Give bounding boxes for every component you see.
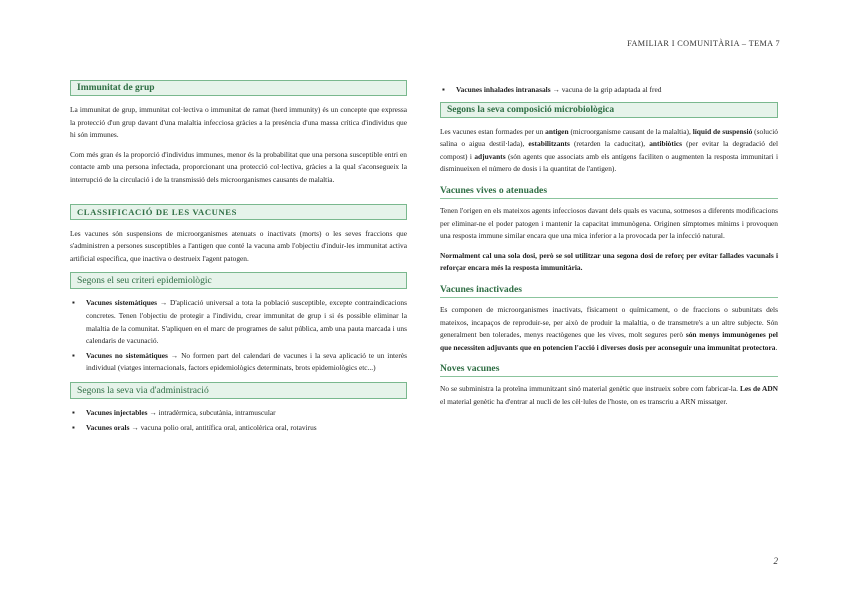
list-item-text: vacuna de la grip adaptada al fred	[561, 85, 662, 94]
subhead-inactivades: Vacunes inactivades	[440, 284, 778, 298]
list-item-term: Vacunes sistemàtiques	[86, 298, 158, 308]
text-run: (solució salina o aigua destil·lada),	[440, 126, 778, 149]
text-run: el material genètic ha d'entrar al nucli de les cèl·lules de l'hoste, on es transcriu a ARN missatger.	[440, 396, 728, 406]
list-item	[86, 422, 407, 435]
list-item-text: vacuna polio oral, antitífica oral, anticolèrica oral, rotavirus	[140, 422, 317, 432]
page-number: 2	[773, 556, 778, 566]
text-run: (són agents que associats amb els antígens faciliten o augmenten la resposta immunitari i disminueixen el número de dosis i la quantitat de l'antigen).	[440, 151, 778, 174]
text-run: (microorganisme causant de la malaltia),	[568, 126, 693, 136]
inactivades-paragraph	[440, 304, 778, 354]
classificacio-paragraph: Les vacunes són suspensions de microorganismes atenuats o inactivats (morts) o les seves fraccions que s'administren a persones susceptibles a l'antigen que conté la vacuna amb l'objectiu d'induir-les immunitat activa artificial específica, que inactiva o destrueix l'agent patogen.	[70, 228, 407, 263]
list-item-text: D'aplicació universal a tota la població susceptible, excepte contraindicacions concretes. Tenen l'objectiu de protegir a l'individu, crear immunitat de grup i si és possible eliminar la malaltia de la comunitat. S'apliquen en el marc de programes de salut pública, amb una pauta marcada i uns calendaris de vacunació.	[86, 298, 407, 346]
section-via-title: Segons la seva via d'administració	[70, 382, 407, 399]
term-estabilitzants: estabilitzants	[528, 139, 570, 149]
subhead-vives: Vacunes vives o atenuades	[440, 185, 778, 199]
subhead-noves: Noves vacunes	[440, 363, 778, 377]
list-item-text: No formen part del calendari de vacunes i la seva aplicació te un interès individual (viatges internacionals, factors epidemiològics determinats, brots epidemiològics etc...)	[86, 350, 407, 373]
list-item-term: Vacunes orals	[86, 422, 130, 432]
composicio-paragraph	[440, 126, 778, 176]
term-liquid: líquid de suspensió	[692, 126, 753, 136]
section-classificacio-title: CLASSIFICACIÓ DE LES VACUNES	[70, 204, 407, 220]
term-antigen: antigen	[545, 126, 569, 136]
via-list	[70, 407, 407, 434]
inhalades-list	[440, 84, 778, 97]
text-run: Les vacunes estan formades per un	[440, 126, 546, 136]
right-column	[440, 84, 778, 416]
list-item	[86, 297, 407, 347]
list-item	[456, 84, 778, 97]
arrow-icon: →	[552, 85, 560, 94]
text-bold: són menys immunògenes pel que necessiten adjuvants que en potencien l'acció i diverses dosis per aconseguir una immunitat protectora	[440, 330, 778, 352]
immunitat-paragraph-2: Com més gran és la proporció d'individus immunes, menor és la probabilitat que una persona susceptible entri en contacte amb una persona infectada, proporcionant una protecció col·lectiva, gràcies a la qual s'aconsegueix la interrupció de la circulació i de la transmissió dels microorganismes causants de malaltia.	[70, 149, 407, 184]
list-item	[86, 350, 407, 375]
list-item-term: Vacunes no sistemàtiques	[86, 350, 168, 360]
list-item	[86, 407, 407, 420]
text-run: (per evitar la degradació del compost) i	[440, 139, 779, 161]
section-immunitat-title: Immunitat de grup	[70, 80, 407, 96]
page-header: FAMILIAR I COMUNITÀRIA – TEMA 7	[627, 39, 780, 48]
text-bold: Les de ADN	[739, 384, 778, 394]
arrow-icon: →	[170, 350, 179, 360]
arrow-icon: →	[159, 298, 168, 308]
text-run: (retarden la caducitat),	[569, 139, 650, 149]
section-criteri-title: Segons el seu criteri epidemiològic	[70, 272, 407, 289]
term-adjuvants: adjuvants	[474, 151, 506, 161]
section-composicio-title: Segons la seva composició microbiològica	[440, 102, 778, 118]
text-run: No se subministra la proteïna immunitzant sinó material genètic que instrueix sobre com fabricar-la.	[440, 384, 740, 394]
left-column	[70, 80, 407, 441]
noves-paragraph	[440, 383, 778, 408]
text-run: Es componen de microorganismes inactivats, físicament o químicament, o de fraccions o subunitats dels mateixos, incapaços de reproduir-se, per això de produir la malaltia, o de transmetre's a un altre subjecte. Són generalment ben tolerades, menys reactògenes que les vives, molt segures però	[440, 304, 778, 340]
vives-paragraph-1: Tenen l'origen en els mateixos agents infecciosos davant dels quals es vacuna, sotmesos a diferents modificacions per eliminar-ne el poder patogen i mantenir la capacitat immunògena. Originen símptomes mínims i provoquen una resposta immune similar encara que una mica inferior a la provocada per la infecció natural.	[440, 205, 778, 241]
arrow-icon: →	[131, 422, 139, 432]
vives-paragraph-2: Normalment cal una sola dosi, però se sol utilitzar una segona dosi de reforç per evitar fallades vacunals i reforçar encara més la resposta immunitària.	[440, 250, 778, 273]
list-item-text: intradèrmica, subcutània, intramuscular	[158, 407, 276, 417]
text-run: .	[775, 342, 778, 352]
list-item-term: Vacunes inhalades intranasals	[456, 85, 551, 94]
term-antibiotics: antibiòtics	[649, 139, 683, 149]
immunitat-paragraph-1: La immunitat de grup, immunitat col·lectiva o immunitat de ramat (herd immunity) és un concepte que expressa la protecció d'un grup davant d'una malaltia infecciosa gràcies a la presència d'una massa crítica d'individus que hi són immunes.	[70, 105, 407, 140]
arrow-icon: →	[149, 407, 157, 417]
list-item-term: Vacunes injectables	[86, 407, 148, 417]
criteri-list	[70, 297, 407, 375]
